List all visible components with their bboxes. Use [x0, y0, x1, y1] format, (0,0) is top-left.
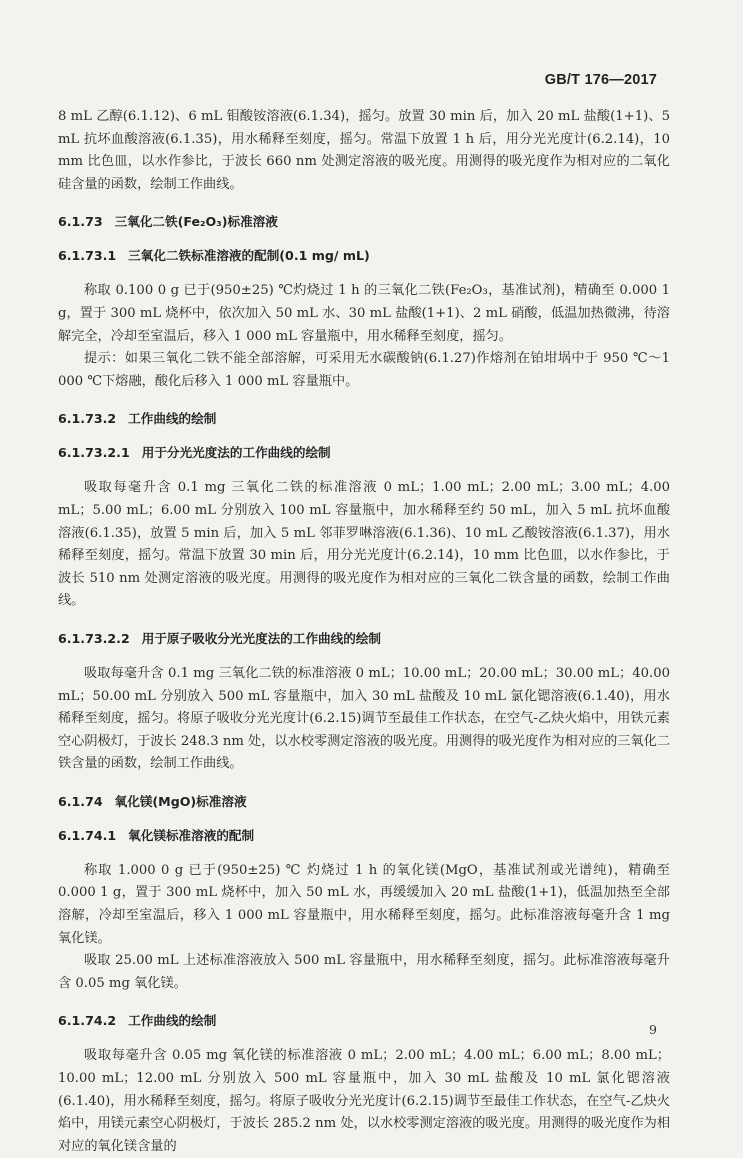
section-title: 用于原子吸收分光光度法的工作曲线的绘制 — [141, 630, 381, 646]
standard-code: GB/T 176—2017 — [544, 72, 657, 88]
section-title: 三氧化二铁(Fe₂O₃)标准溶液 — [114, 214, 278, 230]
section-title: 用于分光光度法的工作曲线的绘制 — [141, 445, 331, 461]
paragraph: 吸取每毫升含 0.05 mg 氧化镁的标准溶液 0 mL；2.00 mL；4.00 mL；6.00 mL；8.00 mL；10.00 mL；12.00 mL 分别放入 500 mL 容量瓶中，加入 30 mL 盐酸及 10 mL 氯化锶溶液(6.1.40)，用水稀释至刻度，摇匀。将原子吸收分光光度计(6.2.15)调节至最佳工作状态，在空气-乙炔火焰中，用镁元素空心阴极灯，于波长 285.2 nm 处，以水校零测定溶液的吸光度。用测得的吸光度作为相对应的氧化镁含量的 — [58, 1048, 671, 1154]
paragraph: 吸取 25.00 mL 上述标准溶液放入 500 mL 容量瓶中，用水稀释至刻度，摇匀。此标准溶液每毫升含 0.05 mg 氧化镁。 — [58, 953, 670, 991]
document-body — [58, 106, 670, 1158]
section-heading — [58, 212, 670, 232]
section-title: 氧化镁(MgO)标准溶液 — [114, 793, 247, 809]
section-heading — [58, 246, 670, 266]
section-number: 6.1.74.1 — [58, 827, 117, 843]
section-title: 工作曲线的绘制 — [128, 1013, 217, 1029]
section-title: 氧化镁标准溶液的配制 — [128, 827, 255, 843]
section-title: 工作曲线的绘制 — [128, 411, 217, 427]
section-number: 6.1.73.2.2 — [58, 630, 130, 646]
section-heading — [58, 629, 670, 649]
section-heading — [58, 1011, 670, 1031]
section-heading — [58, 409, 670, 429]
section-heading — [58, 826, 670, 846]
paragraph: 称取 1.000 0 g 已于(950±25) ℃ 灼烧过 1 h 的氧化镁(MgO，基准试剂或光谱纯)，精确至 0.000 1 g，置于 300 mL 烧杯中，加入 50 mL 水，再缓缓加入 20 mL 盐酸(1+1)，低温加热至全部溶解，冷却至室温后，移入 1 000 mL 容量瓶中，用水稀释至刻度，摇匀。此标准溶液每毫升含 1 mg 氧化镁。 — [58, 862, 670, 946]
section-number: 6.1.74.2 — [58, 1013, 117, 1029]
section-number: 6.1.73.2 — [58, 411, 117, 427]
section-heading — [58, 792, 670, 812]
section-number: 6.1.73.2.1 — [58, 445, 130, 461]
section-number: 6.1.74 — [58, 793, 103, 809]
paragraph: 称取 0.100 0 g 已于(950±25) ℃灼烧过 1 h 的三氧化二铁(Fe₂O₃，基准试剂)，精确至 0.000 1 g，置于 300 mL 烧杯中，依次加入 50 mL 水、30 mL 盐酸(1+1)、2 mL 硝酸，低温加热微沸，待溶解完全，冷却至室温后，移入 1 000 mL 容量瓶中，用水稀释至刻度，摇匀。 — [58, 283, 670, 344]
section-heading — [58, 443, 670, 463]
paragraph: 吸取每毫升含 0.1 mg 三氧化二铁的标准溶液 0 mL；1.00 mL；2.00 mL；3.00 mL；4.00 mL；5.00 mL；6.00 mL 分别放入 100 mL 容量瓶中，加水稀释至约 50 mL，加入 5 mL 抗坏血酸溶液(6.1.35)，放置 5 min 后，加入 5 mL 邻菲罗啉溶液(6.1.36)、10 mL 乙酸铵溶液(6.1.37)，用水稀释至刻度，摇匀。常温下放置 30 min 后，用分光光度计(6.2.14)，10 mm 比色皿，以水作参比，于波长 510 nm 处测定溶液的吸光度。用测得的吸光度作为相对应的三氧化二铁含量的函数，绘制工作曲线。 — [58, 480, 670, 609]
page-number: 9 — [649, 1022, 657, 1037]
section-number: 6.1.73.1 — [58, 248, 117, 264]
section-number: 6.1.73 — [58, 214, 103, 230]
note-paragraph: 提示：如果三氧化二铁不能全部溶解，可采用无水碳酸钠(6.1.27)作熔剂在铂坩埚中于 950 ℃～1 000 ℃下熔融，酸化后移入 1 000 mL 容量瓶中。 — [58, 351, 670, 389]
paragraph: 吸取每毫升含 0.1 mg 三氧化二铁的标准溶液 0 mL；10.00 mL；20.00 mL；30.00 mL；40.00 mL；50.00 mL 分别放入 500 mL 容量瓶中，加入 30 mL 盐酸及 10 mL 氯化锶溶液(6.1.40)，用水稀释至刻度，摇匀。将原子吸收分光光度计(6.2.15)调节至最佳工作状态，在空气-乙炔火焰中，用铁元素空心阴极灯，于波长 248.3 nm 处，以水校零测定溶液的吸光度。用测得的吸光度作为相对应的三氧化二铁含量的函数，绘制工作曲线。 — [58, 665, 671, 772]
section-title: 三氧化二铁标准溶液的配制(0.1 mg/ mL) — [128, 248, 370, 264]
paragraph: 8 mL 乙醇(6.1.12)、6 mL 钼酸铵溶液(6.1.34)，摇匀。放置 30 min 后，加入 20 mL 盐酸(1+1)、5 mL 抗坏血酸溶液(6.1.35)，用水稀释至刻度，摇匀。常温下放置 1 h 后，用分光光度计(6.2.14)，10 mm 比色皿，以水作参比，于波长 660 nm 处测定溶液的吸光度。用测得的吸光度作为相对应的二氧化硅含量的函数，绘制工作曲线。 — [58, 109, 670, 192]
